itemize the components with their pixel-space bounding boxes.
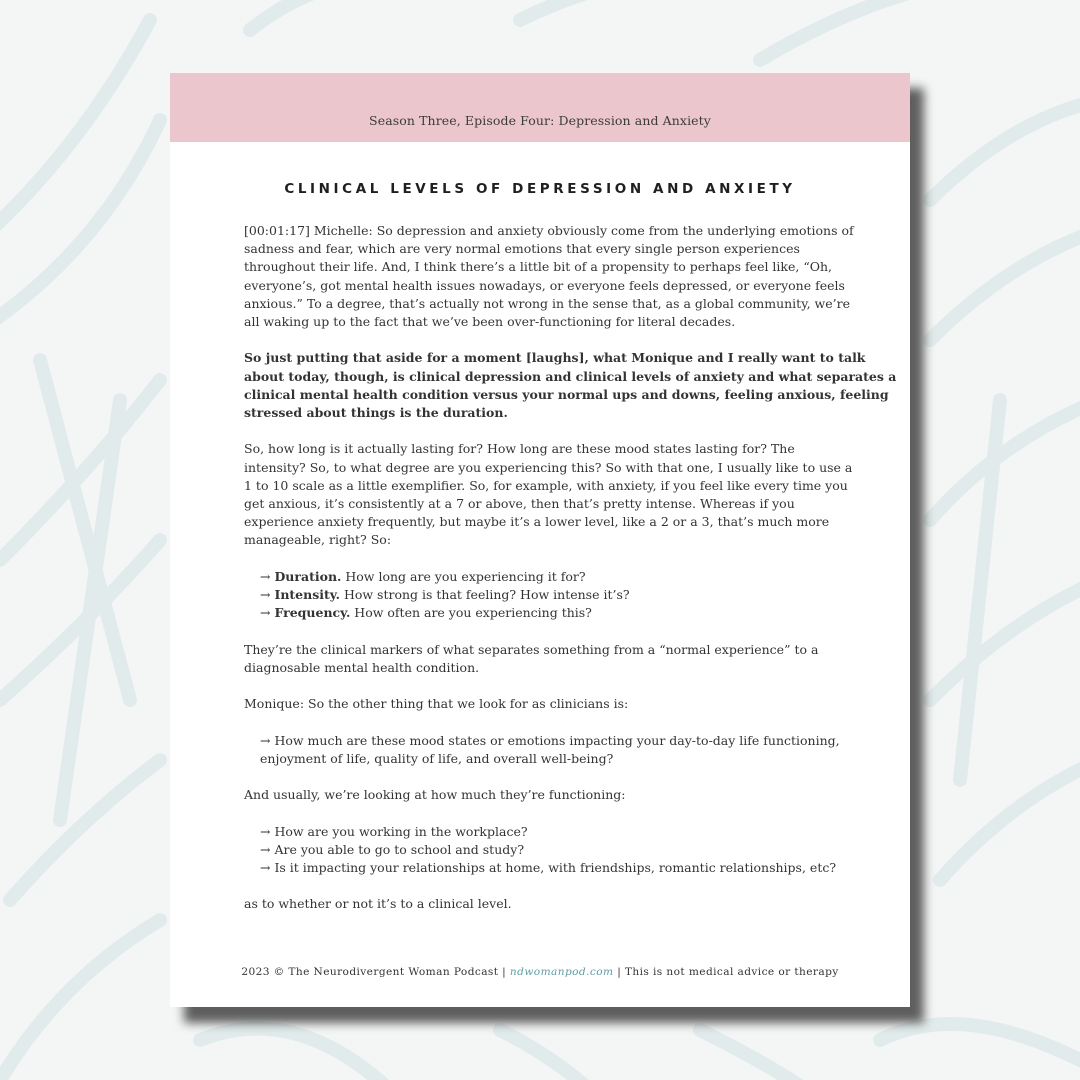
list-item: → Is it impacting your relationships at home, with friendships, romantic relationships, etc? bbox=[260, 859, 837, 875]
text-line: [00:01:17] Michelle: So depression and anxiety obviously come from the underlying emotions of bbox=[244, 223, 854, 238]
marker-term: Frequency. bbox=[274, 605, 351, 621]
marker-term: Intensity. bbox=[274, 587, 340, 603]
paragraph-5: Monique: So the other thing that we look for as clinicians is: bbox=[244, 696, 629, 712]
list-item: → How much are these mood states or emotions impacting your day-to-day life functioning, bbox=[260, 732, 840, 748]
arrow-icon: → bbox=[260, 587, 271, 603]
impact-list bbox=[244, 732, 838, 768]
arrow-icon: → bbox=[260, 605, 271, 621]
page-title: CLINICAL LEVELS OF DEPRESSION AND ANXIETY bbox=[284, 181, 796, 197]
paragraph-7: as to whether or not it’s to a clinical level. bbox=[244, 896, 512, 912]
text-line: 1 to 10 scale as a little exemplifier. So, for example, with anxiety, if you feel like every time you bbox=[244, 477, 848, 493]
text-line: anxious.” To a degree, that’s actually not wrong in the sense that, as a global community, we’re bbox=[244, 295, 850, 311]
text-line: manageable, right? So: bbox=[244, 532, 392, 548]
website-link[interactable]: ndwomanpod.com bbox=[509, 966, 614, 978]
paragraph-6: And usually, we’re looking at how much they’re functioning: bbox=[244, 787, 626, 803]
list-item: → Are you able to go to school and study? bbox=[260, 841, 525, 857]
text-line: everyone’s, got mental health issues nowadays, or everyone feels depressed, or everyone feels bbox=[244, 277, 845, 293]
text-line: about today, though, is clinical depression and clinical levels of anxiety and what separates a bbox=[244, 368, 897, 384]
page-footer bbox=[170, 966, 910, 978]
text-line: So, how long is it actually lasting for? How long are these mood states lasting for? The bbox=[244, 441, 795, 457]
functioning-list bbox=[244, 823, 838, 878]
text-line: They’re the clinical markers of what separates something from a “normal experience” to a bbox=[244, 641, 819, 657]
document-page bbox=[170, 73, 910, 1007]
text-line: experience anxiety frequently, but maybe it’s a lower level, like a 2 or a 3, that’s much more bbox=[244, 514, 830, 530]
paragraph-1 bbox=[244, 222, 854, 331]
list-item bbox=[260, 604, 838, 622]
text-line: intensity? So, to what degree are you experiencing this? So with that one, I usually like to use a bbox=[244, 459, 853, 475]
text-line: throughout their life. And, I think there’s a little bit of a propensity to perhaps feel like, “Oh, bbox=[244, 259, 833, 275]
arrow-icon: → bbox=[260, 568, 271, 584]
text-line: all waking up to the fact that we’ve been over-functioning for literal decades. bbox=[244, 314, 736, 330]
marker-text: How long are you experiencing it for? bbox=[341, 568, 586, 584]
text-line: get anxious, it’s consistently at a 7 or above, then that’s pretty intense. Whereas if you bbox=[244, 496, 795, 512]
paragraph-3 bbox=[244, 440, 853, 549]
header-band bbox=[170, 73, 910, 142]
transcript-body bbox=[244, 222, 897, 914]
footer-disclaimer: | This is not medical advice or therapy bbox=[613, 966, 839, 978]
clinical-markers-list bbox=[244, 568, 838, 623]
footer-copyright: 2023 © The Neurodivergent Woman Podcast | bbox=[241, 966, 510, 978]
list-item: → How are you working in the workplace? bbox=[260, 823, 528, 839]
text-line: stressed about things is the duration. bbox=[244, 405, 508, 421]
paragraph-2-bold bbox=[244, 349, 897, 422]
text-line: sadness and fear, which are very normal emotions that every single person experiences bbox=[244, 241, 800, 257]
paragraph-4 bbox=[244, 641, 838, 677]
marker-text: How strong is that feeling? How intense it’s? bbox=[339, 587, 630, 603]
text-line: clinical mental health condition versus your normal ups and downs, feeling anxious, feeling bbox=[244, 386, 889, 402]
marker-term: Duration. bbox=[274, 568, 342, 584]
list-item-continuation: enjoyment of life, quality of life, and overall well-being? bbox=[260, 750, 614, 766]
list-item bbox=[260, 568, 838, 586]
text-line: So just putting that aside for a moment [laughs], what Monique and I really want to talk bbox=[244, 350, 866, 366]
text-line: diagnosable mental health condition. bbox=[244, 659, 480, 675]
marker-text: How often are you experiencing this? bbox=[350, 605, 592, 621]
episode-header: Season Three, Episode Four: Depression and Anxiety bbox=[369, 113, 711, 128]
list-item bbox=[260, 586, 838, 604]
